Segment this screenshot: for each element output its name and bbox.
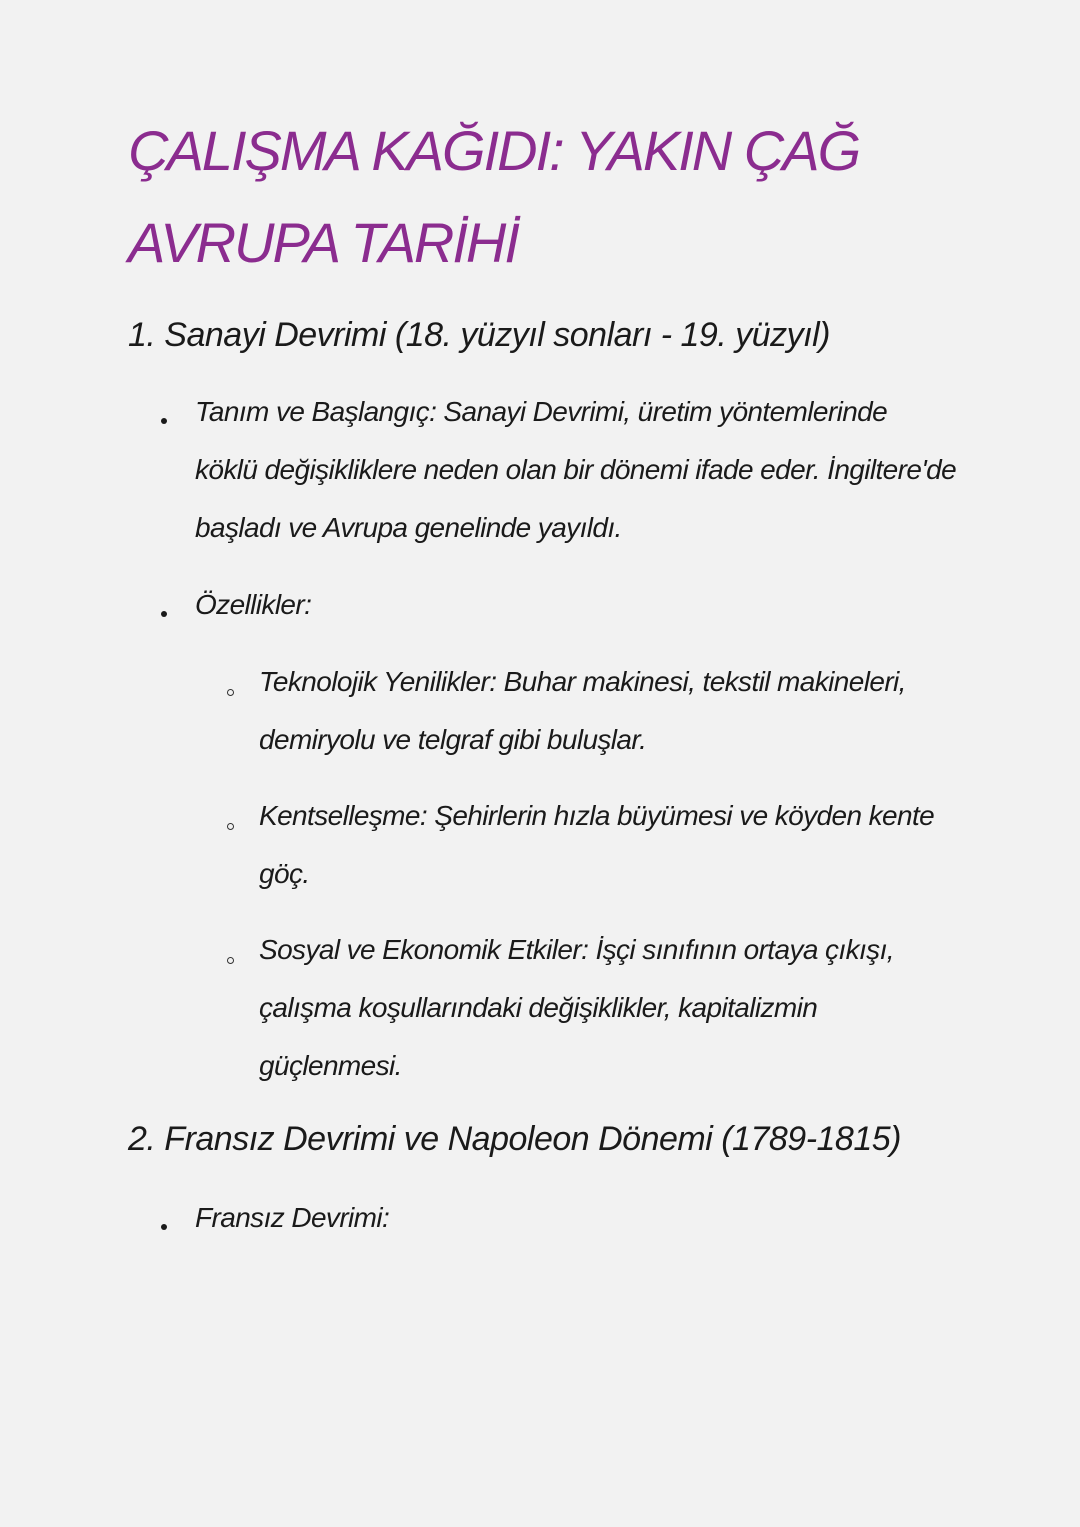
bullet-text-line: köklü değişikliklere neden olan bir dönemi ifade eder. İngiltere'de: [195, 454, 957, 485]
circle-bullet-icon: [227, 823, 234, 830]
sub-bullet-line: demiryolu ve telgraf gibi buluşlar.: [259, 724, 647, 755]
sub-bullet-line: çalışma koşullarındaki değişiklikler, kapitalizmin: [259, 992, 818, 1023]
bullet-text-line: başladı ve Avrupa genelinde yayıldı.: [195, 512, 622, 543]
title-line-1: ÇALIŞMA KAĞIDI: YAKIN ÇAĞ: [128, 119, 860, 182]
bullet-icon: [161, 611, 167, 617]
title-line-2: AVRUPA TARİHİ: [128, 211, 518, 274]
bullet-label: Fransız Devrimi:: [195, 1202, 390, 1233]
sub-bullet-line: Kentselleşme: Şehirlerin hızla büyümesi ve köyden kente: [259, 800, 935, 831]
bullet-text-line: Tanım ve Başlangıç: Sanayi Devrimi, üretim yöntemlerinde: [195, 396, 888, 427]
bullet-icon: [161, 418, 167, 424]
sub-bullet-line: Sosyal ve Ekonomik Etkiler: İşçi sınıfının ortaya çıkışı,: [259, 934, 894, 965]
sub-bullet-line: güçlenmesi.: [259, 1050, 402, 1081]
bullet-icon: [161, 1224, 167, 1230]
circle-bullet-icon: [227, 689, 234, 696]
bullet-label: Özellikler:: [195, 589, 312, 620]
section-heading: 2. Fransız Devrimi ve Napoleon Dönemi (1789-1815): [128, 1120, 901, 1158]
circle-bullet-icon: [227, 957, 234, 964]
section-heading: 1. Sanayi Devrimi (18. yüzyıl sonları - 19. yüzyıl): [128, 316, 830, 354]
sub-bullet-line: Teknolojik Yenilikler: Buhar makinesi, tekstil makineleri,: [259, 666, 906, 697]
sub-bullet-line: göç.: [259, 858, 310, 889]
